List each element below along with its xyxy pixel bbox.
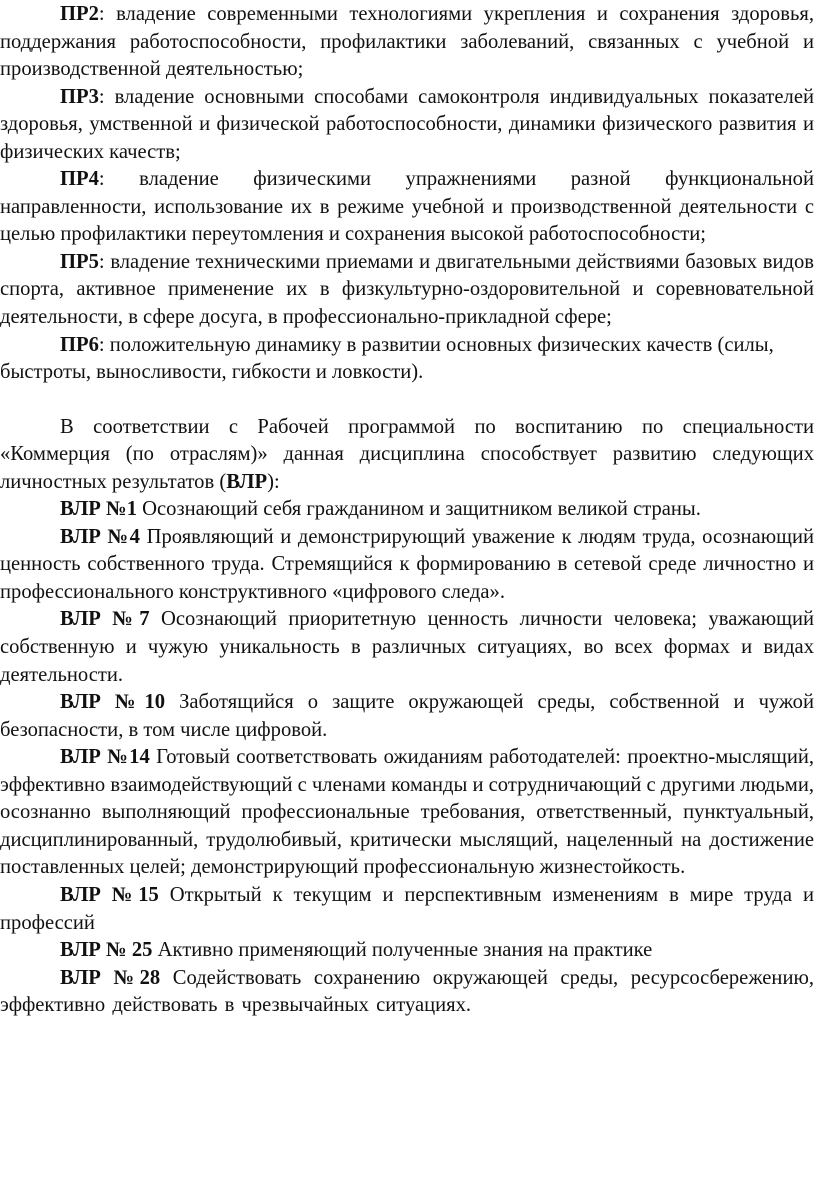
vlr28-text: Содействовать сохранению окружающей среды, ресурсосбережению, эффективно действовать в чрезвычайных ситуациях. [0,966,814,1017]
vlr4-text: Проявляющий и демонстрирующий уважение к людям труда, осознающий ценность собственного труда. Стремящийся к формированию в сетевой среде личностно и профессионального конструктивного «цифрового следа». [0,525,815,603]
vlr4-code: ВЛР №4 [60,525,140,548]
intro-code: ВЛР [226,470,268,493]
vlr28-paragraph [0,965,814,1020]
pr2-code: ПР2 [60,3,99,25]
vlr28-code: ВЛР №28 [60,966,161,989]
intro-text: В соответствии с Рабочей программой по воспитанию по специальности «Коммерция (по отраслям)» данная дисциплина способствует развитию следующих личностных результатов ( [0,415,814,493]
vlr15-text: Открытый к текущим и перспективным изменениям в мире труда и профессий [0,883,814,934]
pr5-paragraph [0,249,814,332]
pr3-code: ПР3 [60,85,99,108]
vlr25-paragraph [0,937,814,965]
vlr14-text: Готовый соответствовать ожиданиям работодателей: проектно-мыслящий, эффективно взаимодействующий с членами команды и сотрудничающий с другими людьми, осознанно выполняющий профессиональные требования, ответственный, пунктуальный, дисциплинированный, трудолюбивый, критически мыслящий, нацеленный на достижение поставленных целей; демонстрирующий профессиональную жизнестойкость. [0,746,815,879]
vlr7-code: ВЛР №7 [60,608,150,631]
vlr10-text: Заботящийся о защите окружающей среды, собственной и чужой безопасности, в том числе цифровой. [0,691,814,741]
vlr14-code: ВЛР №14 [60,746,150,769]
pr4-paragraph [0,166,814,249]
vlr10-paragraph [0,689,814,744]
vlr15-code: ВЛР №15 [60,883,159,906]
vlr25-text: Активно применяющий полученные знания на практике [152,939,653,962]
pr2-paragraph [0,1,814,84]
vlr25-code: ВЛР № 25 [60,939,153,962]
vlr10-code: ВЛР №10 [60,691,166,714]
vlr15-paragraph [0,882,814,937]
pr5-text: : владение техническими приемами и двигательными действиями базовых видов спорта, активное применение их в физкультурно-оздоровительной и соревновательной деятельности, в сфере досуга, в профессионально-прикладной сфере; [0,250,814,329]
vlr1-code: ВЛР №1 [60,498,138,521]
pr6-paragraph [0,332,814,387]
pr4-text: : владение физическими упражнениями разной функциональной направленности, использование их в режиме учебной и производственной деятельности с целью профилактики переутомления и сохранения высокой работоспособности; [0,168,814,246]
pr4-code: ПР4 [60,168,99,191]
pr5-code: ПР5 [60,250,99,273]
vlr4-paragraph [0,524,814,607]
vlr1-text: Осознающий себя гражданином и защитником великой страны. [137,498,701,521]
vlr7-paragraph [0,606,814,689]
intro-paragraph [0,414,814,497]
pr6-code: ПР6 [60,333,99,356]
vlr1-paragraph [0,496,814,524]
pr2-text: : владение современными технологиями укрепления и сохранения здоровья, поддержания работоспособности, профилактики заболеваний, связанных с учебной и производственной деятельностью; [0,3,814,81]
vlr14-paragraph [0,744,814,882]
pr6-text: : положительную динамику в развитии основных физических качеств (силы, быстроты, выносливости, гибкости и ловкости). [0,333,774,384]
intro-tail: ): [267,470,280,493]
pr3-text: : владение основными способами самоконтроля индивидуальных показателей здоровья, умственной и физической работоспособности, динамики физического развития и физических качеств; [0,85,814,163]
vlr7-text: Осознающий приоритетную ценность личности человека; уважающий собственную и чужую уникальность в различных ситуациях, во всех формах и видах деятельности. [0,608,814,686]
pr3-paragraph [0,84,814,167]
